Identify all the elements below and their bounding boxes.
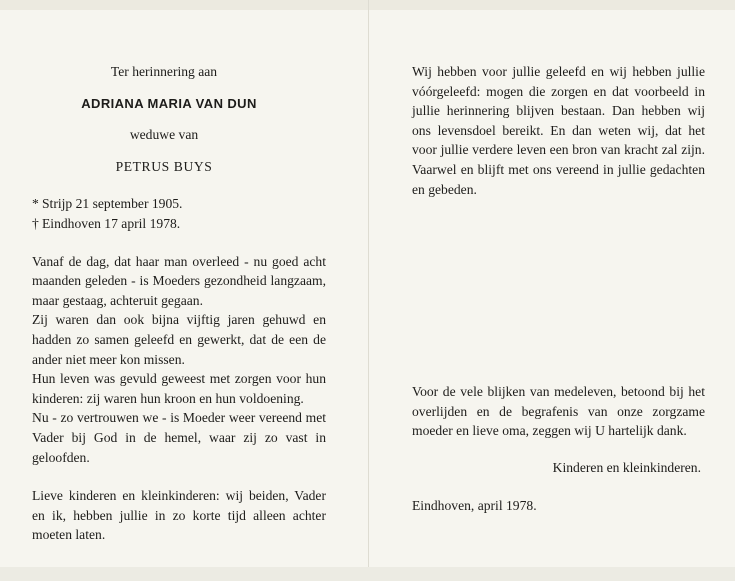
paragraph-3: Hun leven was gevuld geweest met zorgen voor hun kinderen: zij waren hun kroon en hun voldoening. [32,371,326,406]
place-date: Eindhoven, april 1978. [412,498,537,514]
right-paragraph-2: Voor de vele blijken van medeleven, betoond bij het overlijden en de begrafenis van onze zorgzame moeder en lieve oma, zeggen wij U hartelijk dank. [412,384,705,439]
left-page [32,62,326,545]
right-page-bottom [412,382,705,516]
paragraph-2: Zij waren dan ook bijna vijftig jaren gehuwd en hadden zo samen geleefd en gewerkt, dat de een de ander niet meer kon missen. [32,312,326,367]
deceased-name: ADRIANA MARIA VAN DUN [81,95,257,111]
paragraph-1: Vanaf de dag, dat haar man overleed - nu goed acht maanden geleden - is Moeders gezondheid langzaam, maar gestaag, achteruit gegaan. [32,253,326,308]
death-text: Eindhoven 17 april 1978. [42,215,181,231]
card-bottom-edge [0,567,735,581]
cross-icon: † [32,215,39,231]
card-fold-line [368,0,369,581]
death-line [32,214,326,234]
birth-line [32,194,326,214]
paragraph-4: Nu - zo vertrouwen we - is Moeder weer vereend met Vader bij God in de hemel, waar zij zo vast in geloofden. [32,410,326,465]
intro-text: Ter herinnering aan [110,64,218,79]
signature: Kinderen en kleinkinderen. [552,459,701,475]
birth-text: Strijp 21 september 1905. [42,196,183,212]
star-icon: * [32,196,39,212]
right-paragraph-1: Wij hebben voor jullie geleefd en wij hebben jullie vóórgeleefd: mogen die zorgen en dat voorbeeld in jullie herinnering blijven bestaan. Dan hebben wij ons levensdoel bereikt. En dan weten wij, dat het voor jullie verdere leven een bron van kracht zal zijn. Vaarwel en blijft met ons vereend in jullie gedachten en gebeden. [412,64,705,197]
spouse-name: PETRUS BUYS [115,158,213,174]
right-page [412,62,705,199]
paragraph-5: Lieve kinderen en kleinkinderen: wij beiden, Vader en ik, hebben jullie in zo korte tijd alleen achter moeten laten. [32,488,326,543]
relation-text: weduwe van [129,127,199,143]
